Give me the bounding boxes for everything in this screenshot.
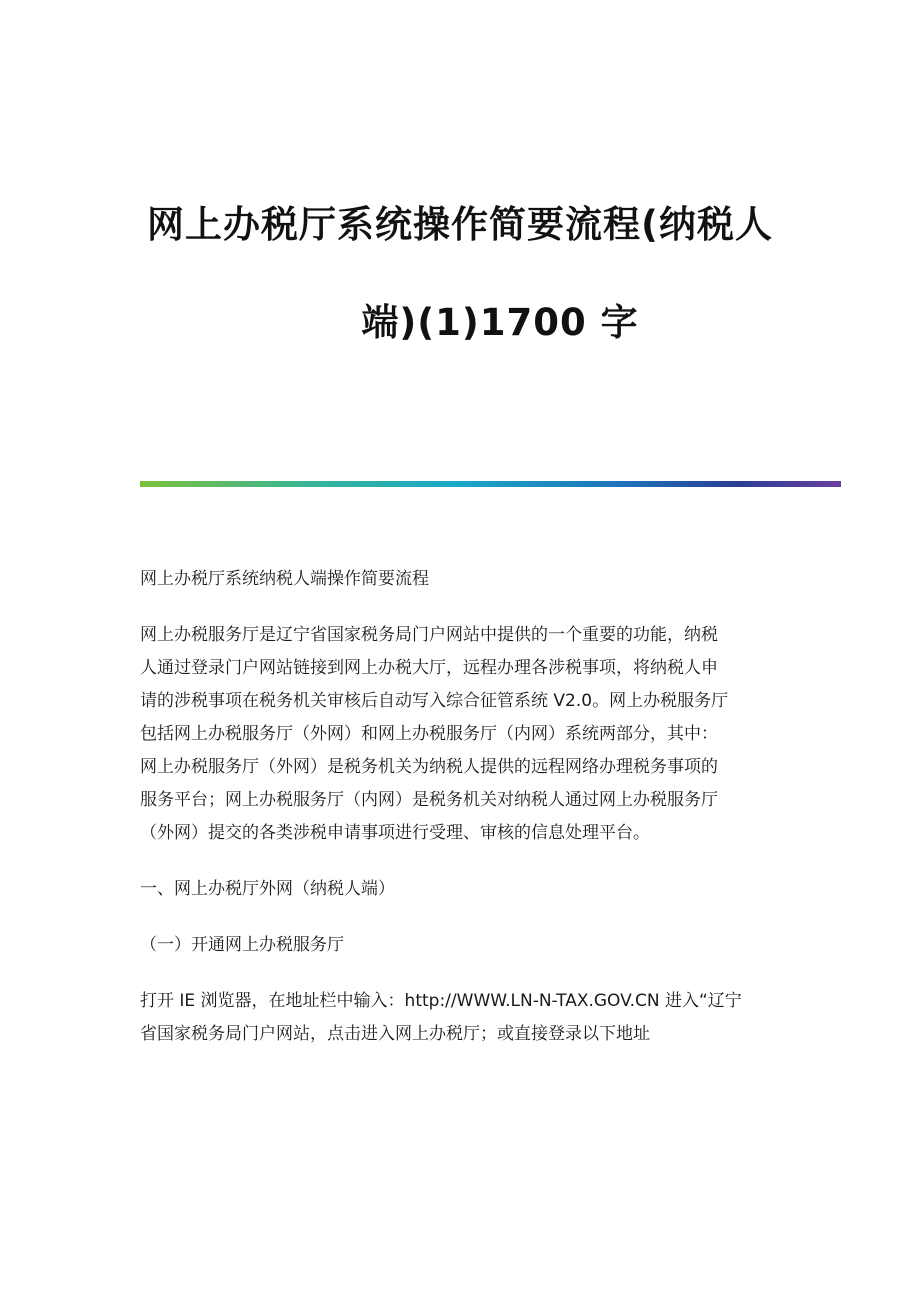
document-title xyxy=(140,205,780,343)
gradient-divider xyxy=(140,481,841,487)
paragraph-intro-line: 包括网上办税服务厅（外网）和网上办税服务厅（内网）系统两部分，其中： xyxy=(140,724,718,744)
paragraph-intro-line: 人通过登录门户网站链接到网上办税大厅，远程办理各涉税事项，将纳税人申 xyxy=(140,658,718,678)
title-line-1: 网上办税厅系统操作简要流程(纳税人 xyxy=(147,203,773,246)
paragraph-intro-line: 网上办税服务厅（外网）是税务机关为纳税人提供的远程网络办理税务事项的 xyxy=(140,757,718,777)
paragraph-instructions-line: 省国家税务局门户网站，点击进入网上办税厅；或直接登录以下地址 xyxy=(140,1024,650,1044)
paragraph-intro-line: 请的涉税事项在税务机关审核后自动写入综合征管系统 V2.0。网上办税服务厅 xyxy=(140,691,729,711)
paragraph-intro-line: 网上办税服务厅是辽宁省国家税务局门户网站中提供的一个重要的功能，纳税 xyxy=(140,625,718,645)
paragraph-instructions-line: 打开 IE 浏览器，在地址栏中输入：http://WWW.LN-N-TAX.GOV.CN 进入“辽宁 xyxy=(140,991,742,1011)
document-body xyxy=(140,563,780,1074)
section-heading: 一、网上办税厅外网（纳税人端） xyxy=(140,879,395,899)
title-line-2: 端)(1)1700 字 xyxy=(361,301,639,344)
subsection-heading: （一）开通网上办税服务厅 xyxy=(140,935,344,955)
paragraph-intro-line: 服务平台；网上办税服务厅（内网）是税务机关对纳税人通过网上办税服务厅 xyxy=(140,790,718,810)
paragraph-subtitle: 网上办税厅系统纳税人端操作简要流程 xyxy=(140,569,429,589)
paragraph-intro-line: （外网）提交的各类涉税申请事项进行受理、审核的信息处理平台。 xyxy=(140,823,650,843)
